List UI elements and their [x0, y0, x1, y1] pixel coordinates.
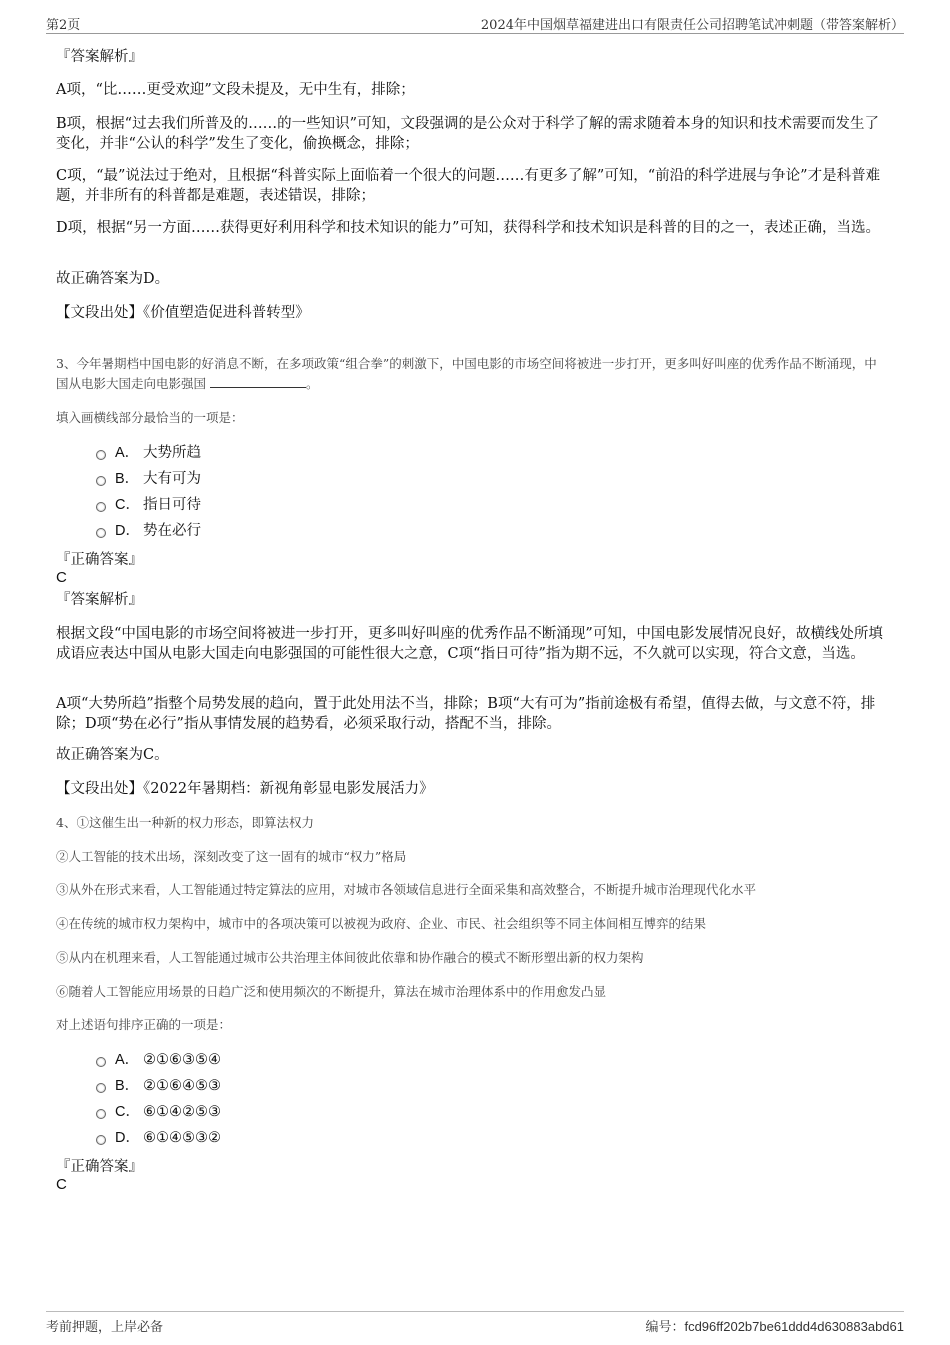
q4-sentence-4: ④在传统的城市权力架构中，城市中的各项决策可以被视为政府、企业、市民、社会组织等不同主体间相互博弈的结果	[56, 916, 707, 931]
q3-correct-answer: C	[56, 569, 67, 586]
radio-icon[interactable]	[96, 1083, 106, 1093]
q4-prompt: 对上述语句排序正确的一项是：	[56, 1017, 232, 1032]
q3-blank	[210, 374, 306, 388]
q3-option-b[interactable]: B． 大有可为	[96, 469, 201, 489]
radio-icon[interactable]	[96, 1135, 106, 1145]
q3-stem	[56, 354, 886, 394]
q3-prompt: 填入画横线部分最恰当的一项是：	[56, 410, 244, 425]
q2-analysis-d: D项，根据“另一方面……获得更好利用科学和技术知识的能力”可知，获得科学和技术知识是科普的目的之一，表述正确，当选。	[56, 220, 880, 236]
q4-sentence-5: ⑤从内在机理来看，人工智能通过城市公共治理主体间彼此依靠和协作融合的模式不断形塑出新的权力架构	[56, 950, 644, 965]
q3-option-d[interactable]: D． 势在必行	[96, 521, 201, 541]
q3-source: 【文段出处】《2022年暑期档：新视角彰显电影发展活力》	[56, 781, 434, 797]
q4-correct-answer: C	[56, 1176, 67, 1193]
q4-option-c[interactable]: C． ⑥①④②⑤③	[96, 1102, 221, 1122]
q3-option-c[interactable]: C． 指日可待	[96, 495, 201, 515]
q2-conclusion: 故正确答案为D。	[56, 271, 170, 287]
q4-sentence-6: ⑥随着人工智能应用场景的日趋广泛和使用频次的不断提升，算法在城市治理体系中的作用愈发凸显	[56, 984, 607, 999]
page-header	[46, 14, 904, 34]
q4-sentence-1: 4、①这催生出一种新的权力形态，即算法权力	[56, 815, 314, 830]
q2-analysis-b: B项，根据“过去我们所普及的……的一些知识”可知，文段强调的是公众对于科学了解的需求随着本身的知识和技术需要而发生了变化，并非“公认的科学”发生了变化，偷换概念，排除；	[56, 116, 879, 152]
q3-analysis-main: 根据文段“中国电影的市场空间将被进一步打开，更多叫好叫座的优秀作品不断涌现”可知，中国电影发展情况良好，故横线处所填成语应表达中国从电影大国走向电影强国的可能性很大之意，C项“指日可待”指为期不远，不久就可以实现，符合文意，当选。	[56, 626, 883, 662]
q4-option-d[interactable]: D． ⑥①④⑤③②	[96, 1128, 221, 1148]
radio-icon[interactable]	[96, 450, 106, 460]
q2-analysis-c: C项，“最”说法过于绝对，且根据“科普实际上面临着一个很大的问题……有更多了解”可知，“前沿的科学进展与争论”才是科普难题，并非所有的科普都是难题，表述错误，排除；	[56, 168, 881, 204]
q3-stem-text: 3、今年暑期档中国电影的好消息不断，在多项政策“组合拳”的刺激下，中国电影的市场空间将被进一步打开，更多叫好叫座的优秀作品不断涌现，中国从电影大国走向电影强国	[56, 356, 877, 391]
page-footer	[46, 1311, 904, 1333]
q4-correct-label: 『正确答案』	[56, 1159, 143, 1175]
q4-sentence-3: ③从外在形式来看，人工智能通过特定算法的应用，对城市各领域信息进行全面采集和高效整合，不断提升城市治理现代化水平	[56, 882, 757, 897]
q3-analysis-others: A项“大势所趋”指整个局势发展的趋向，置于此处用法不当，排除；B项“大有可为”指前途极有希望，值得去做，与文意不符，排除；D项“势在必行”指从事情发展的趋势看，必须采取行动，搭配不当，排除。	[56, 696, 876, 732]
q4-sentence-2: ②人工智能的技术出场，深刻改变了这一固有的城市“权力”格局	[56, 849, 407, 864]
q3-correct-label: 『正确答案』	[56, 552, 143, 568]
q3-analysis-label: 『答案解析』	[56, 592, 143, 608]
q4-option-a[interactable]: A． ②①⑥③⑤④	[96, 1050, 221, 1070]
page-number: 第2页	[46, 18, 81, 33]
footer-slogan: 考前押题，上岸必备	[46, 1320, 164, 1335]
radio-icon[interactable]	[96, 502, 106, 512]
footer-code	[645, 1316, 904, 1335]
q4-option-b[interactable]: B． ②①⑥④⑤③	[96, 1076, 221, 1096]
q3-conclusion: 故正确答案为C。	[56, 747, 169, 763]
q2-analysis-label: 『答案解析』	[56, 49, 143, 65]
radio-icon[interactable]	[96, 528, 106, 538]
document-title: 2024年中国烟草福建进出口有限责任公司招聘笔试冲刺题（带答案解析）	[480, 18, 904, 33]
radio-icon[interactable]	[96, 1057, 106, 1067]
radio-icon[interactable]	[96, 476, 106, 486]
q2-source: 【文段出处】《价值塑造促进科普转型》	[56, 305, 310, 321]
q3-stem-end: 。	[306, 376, 319, 391]
footer-code-value: fcd96ff202b7be61ddd4d630883abd61	[684, 1319, 904, 1334]
radio-icon[interactable]	[96, 1109, 106, 1119]
footer-code-label: 编号：	[645, 1320, 685, 1335]
q3-option-a[interactable]: A． 大势所趋	[96, 443, 201, 463]
q2-analysis-a: A项，“比……更受欢迎”文段未提及，无中生有，排除；	[56, 82, 415, 98]
